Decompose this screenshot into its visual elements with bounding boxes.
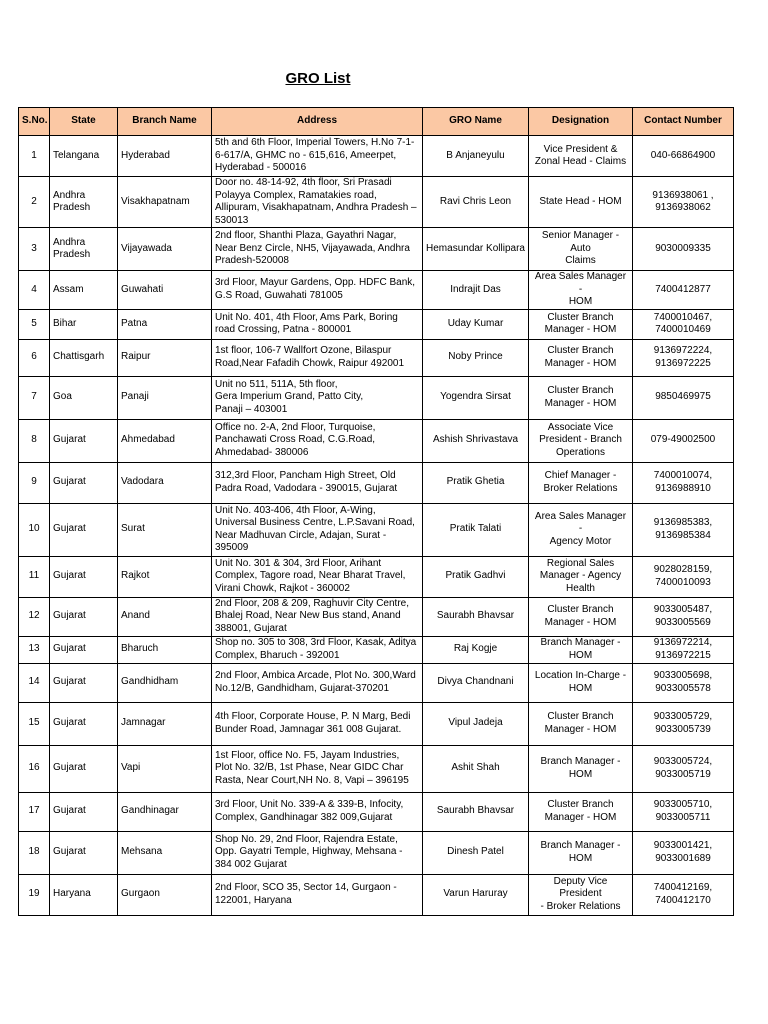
gro-table (18, 107, 734, 916)
address-cell: Office no. 2-A, 2nd Floor, Turquoise, Panchawati Cross Road, C.G.Road, Ahmedabad- 380006 (212, 419, 423, 462)
gro-name-cell: Yogendra Sirsat (423, 376, 529, 419)
address-cell: Door no. 48-14-92, 4th floor, Sri Prasadi Polayya Complex, Ramatakies road, Allipuram, Visakhapatnam, Andhra Pradesh – 530013 (212, 177, 423, 228)
contact-number-cell: 9033001421, 9033001689 (633, 831, 734, 874)
contact-number-cell: 7400010074, 9136988910 (633, 462, 734, 503)
gro-name-cell: Saurabh Bhavsar (423, 597, 529, 636)
gro-name-cell: Pratik Gadhvi (423, 556, 529, 597)
gro-name-cell: Divya Chandnani (423, 663, 529, 702)
sno-cell: 12 (19, 597, 50, 636)
contact-number-cell: 040-66864900 (633, 136, 734, 177)
contact-number-cell: 7400412877 (633, 271, 734, 310)
sno-cell: 11 (19, 556, 50, 597)
state-cell: Assam (50, 271, 118, 310)
table-row (19, 503, 734, 556)
address-cell: 4th Floor, Corporate House, P. N Marg, Bedi Bunder Road, Jamnagar 361 008 Gujarat. (212, 702, 423, 745)
branch-name-cell: Bharuch (118, 636, 212, 663)
sno-cell: 19 (19, 874, 50, 915)
address-cell: 3rd Floor, Mayur Gardens, Opp. HDFC Bank, G.S Road, Guwahati 781005 (212, 271, 423, 310)
gro-name-cell: Ashish Shrivastava (423, 419, 529, 462)
gro-name-cell: B Anjaneyulu (423, 136, 529, 177)
state-cell: Gujarat (50, 745, 118, 792)
branch-name-cell: Vapi (118, 745, 212, 792)
contact-number-cell: 9033005724, 9033005719 (633, 745, 734, 792)
designation-cell: Cluster Branch Manager - HOM (529, 597, 633, 636)
branch-name-cell: Visakhapatnam (118, 177, 212, 228)
designation-cell: Senior Manager - Auto Claims (529, 228, 633, 271)
designation-cell: Cluster Branch Manager - HOM (529, 702, 633, 745)
contact-number-cell: 9136972224, 9136972225 (633, 339, 734, 376)
table-row (19, 136, 734, 177)
header-row (19, 108, 734, 136)
address-cell: 5th and 6th Floor, Imperial Towers, H.No 7-1- 6-617/A, GHMC no - 615,616, Ameerpet, Hyderabad - 500016 (212, 136, 423, 177)
designation-cell: State Head - HOM (529, 177, 633, 228)
address-cell: 1st Floor, office No. F5, Jayam Industries, Plot No. 32/B, 1st Phase, Near GIDC Char Rasta, Near Court,NH No. 8, Vapi – 396195 (212, 745, 423, 792)
col-header-contact: Contact Number (633, 108, 734, 136)
gro-name-cell: Noby Prince (423, 339, 529, 376)
table-row (19, 177, 734, 228)
gro-name-cell: Pratik Ghetia (423, 462, 529, 503)
state-cell: Goa (50, 376, 118, 419)
address-cell: Shop no. 305 to 308, 3rd Floor, Kasak, Aditya Complex, Bharuch - 392001 (212, 636, 423, 663)
contact-number-cell: 9136938061 , 9136938062 (633, 177, 734, 228)
address-cell: 2nd Floor, Ambica Arcade, Plot No. 300,Ward No.12/B, Gandhidham, Gujarat-370201 (212, 663, 423, 702)
state-cell: Gujarat (50, 556, 118, 597)
sno-cell: 13 (19, 636, 50, 663)
contact-number-cell: 9033005698, 9033005578 (633, 663, 734, 702)
designation-cell: Regional Sales Manager - Agency Health (529, 556, 633, 597)
contact-number-cell: 079-49002500 (633, 419, 734, 462)
branch-name-cell: Panaji (118, 376, 212, 419)
gro-name-cell: Indrajit Das (423, 271, 529, 310)
designation-cell: Area Sales Manager - Agency Motor (529, 503, 633, 556)
table-row (19, 376, 734, 419)
table-row (19, 831, 734, 874)
col-header-state: State (50, 108, 118, 136)
state-cell: Andhra Pradesh (50, 228, 118, 271)
gro-name-cell: Pratik Talati (423, 503, 529, 556)
table-row (19, 462, 734, 503)
gro-name-cell: Uday Kumar (423, 309, 529, 339)
state-cell: Gujarat (50, 419, 118, 462)
address-cell: Unit No. 403-406, 4th Floor, A-Wing, Universal Business Centre, L.P.Savani Road, Near Madhuvan Circle, Adajan, Surat - 395009 (212, 503, 423, 556)
col-header-address: Address (212, 108, 423, 136)
address-cell: 1st floor, 106-7 Wallfort Ozone, Bilaspur Road,Near Fafadih Chowk, Raipur 492001 (212, 339, 423, 376)
address-cell: Unit No. 401, 4th Floor, Ams Park, Boring road Crossing, Patna - 800001 (212, 309, 423, 339)
state-cell: Gujarat (50, 462, 118, 503)
branch-name-cell: Gandhinagar (118, 792, 212, 831)
gro-name-cell: Varun Haruray (423, 874, 529, 915)
contact-number-cell: 9033005487, 9033005569 (633, 597, 734, 636)
gro-name-cell: Ravi Chris Leon (423, 177, 529, 228)
sno-cell: 9 (19, 462, 50, 503)
table-row (19, 419, 734, 462)
page-title: GRO List (285, 70, 351, 87)
designation-cell: Cluster Branch Manager - HOM (529, 376, 633, 419)
table-row (19, 745, 734, 792)
branch-name-cell: Vijayawada (118, 228, 212, 271)
address-cell: 2nd Floor, 208 & 209, Raghuvir City Centre, Bhalej Road, Near New Bus stand, Anand 388001, Gujarat (212, 597, 423, 636)
gro-name-cell: Dinesh Patel (423, 831, 529, 874)
contact-number-cell: 9033005710, 9033005711 (633, 792, 734, 831)
contact-number-cell: 9136985383, 9136985384 (633, 503, 734, 556)
state-cell: Gujarat (50, 597, 118, 636)
col-header-sno: S.No. (19, 108, 50, 136)
gro-name-cell: Saurabh Bhavsar (423, 792, 529, 831)
table-row (19, 663, 734, 702)
designation-cell: Vice President & Zonal Head - Claims (529, 136, 633, 177)
address-cell: 312,3rd Floor, Pancham High Street, Old Padra Road, Vadodara - 390015, Gujarat (212, 462, 423, 503)
designation-cell: Cluster Branch Manager - HOM (529, 309, 633, 339)
state-cell: Andhra Pradesh (50, 177, 118, 228)
branch-name-cell: Raipur (118, 339, 212, 376)
col-header-branch: Branch Name (118, 108, 212, 136)
contact-number-cell: 9136972214, 9136972215 (633, 636, 734, 663)
gro-name-cell: Vipul Jadeja (423, 702, 529, 745)
table-row (19, 271, 734, 310)
sno-cell: 2 (19, 177, 50, 228)
gro-name-cell: Ashit Shah (423, 745, 529, 792)
branch-name-cell: Patna (118, 309, 212, 339)
col-header-gro-name: GRO Name (423, 108, 529, 136)
branch-name-cell: Surat (118, 503, 212, 556)
table-row (19, 309, 734, 339)
sno-cell: 14 (19, 663, 50, 702)
contact-number-cell: 9850469975 (633, 376, 734, 419)
table-row (19, 792, 734, 831)
state-cell: Gujarat (50, 792, 118, 831)
branch-name-cell: Vadodara (118, 462, 212, 503)
designation-cell: Associate Vice President - Branch Operations (529, 419, 633, 462)
designation-cell: Branch Manager - HOM (529, 745, 633, 792)
branch-name-cell: Guwahati (118, 271, 212, 310)
state-cell: Chattisgarh (50, 339, 118, 376)
sno-cell: 8 (19, 419, 50, 462)
branch-name-cell: Gandhidham (118, 663, 212, 702)
branch-name-cell: Mehsana (118, 831, 212, 874)
state-cell: Gujarat (50, 702, 118, 745)
table-row (19, 597, 734, 636)
address-cell: Shop No. 29, 2nd Floor, Rajendra Estate, Opp. Gayatri Temple, Highway, Mehsana - 384 002 Gujarat (212, 831, 423, 874)
designation-cell: Branch Manager - HOM (529, 636, 633, 663)
sno-cell: 16 (19, 745, 50, 792)
address-cell: 2nd Floor, SCO 35, Sector 14, Gurgaon - 122001, Haryana (212, 874, 423, 915)
contact-number-cell: 9028028159, 7400010093 (633, 556, 734, 597)
sno-cell: 7 (19, 376, 50, 419)
branch-name-cell: Gurgaon (118, 874, 212, 915)
address-cell: 3rd Floor, Unit No. 339-A & 339-B, Infocity, Complex, Gandhinagar 382 009,Gujarat (212, 792, 423, 831)
address-cell: Unit No. 301 & 304, 3rd Floor, Arihant Complex, Tagore road, Near Bharat Travel, Virani Chowk, Rajkot - 360002 (212, 556, 423, 597)
state-cell: Bihar (50, 309, 118, 339)
state-cell: Haryana (50, 874, 118, 915)
state-cell: Gujarat (50, 663, 118, 702)
contact-number-cell: 9033005729, 9033005739 (633, 702, 734, 745)
sno-cell: 17 (19, 792, 50, 831)
branch-name-cell: Anand (118, 597, 212, 636)
sno-cell: 6 (19, 339, 50, 376)
sno-cell: 4 (19, 271, 50, 310)
designation-cell: Cluster Branch Manager - HOM (529, 792, 633, 831)
state-cell: Telangana (50, 136, 118, 177)
contact-number-cell: 7400010467, 7400010469 (633, 309, 734, 339)
sno-cell: 3 (19, 228, 50, 271)
contact-number-cell: 7400412169, 7400412170 (633, 874, 734, 915)
designation-cell: Chief Manager - Broker Relations (529, 462, 633, 503)
designation-cell: Branch Manager - HOM (529, 831, 633, 874)
sno-cell: 10 (19, 503, 50, 556)
address-cell: Unit no 511, 511A, 5th floor, Gera Imperium Grand, Patto City, Panaji – 403001 (212, 376, 423, 419)
sno-cell: 15 (19, 702, 50, 745)
designation-cell: Cluster Branch Manager - HOM (529, 339, 633, 376)
gro-name-cell: Hemasundar Kollipara (423, 228, 529, 271)
sno-cell: 5 (19, 309, 50, 339)
contact-number-cell: 9030009335 (633, 228, 734, 271)
address-cell: 2nd floor, Shanthi Plaza, Gayathri Nagar, Near Benz Circle, NH5, Vijayawada, Andhra Pradesh-520008 (212, 228, 423, 271)
designation-cell: Deputy Vice President - Broker Relations (529, 874, 633, 915)
table-row (19, 702, 734, 745)
sno-cell: 1 (19, 136, 50, 177)
gro-name-cell: Raj Kogje (423, 636, 529, 663)
designation-cell: Area Sales Manager - HOM (529, 271, 633, 310)
sno-cell: 18 (19, 831, 50, 874)
table-row (19, 556, 734, 597)
state-cell: Gujarat (50, 636, 118, 663)
branch-name-cell: Jamnagar (118, 702, 212, 745)
table-row (19, 339, 734, 376)
branch-name-cell: Ahmedabad (118, 419, 212, 462)
table-row (19, 636, 734, 663)
table-row (19, 874, 734, 915)
branch-name-cell: Rajkot (118, 556, 212, 597)
table-row (19, 228, 734, 271)
state-cell: Gujarat (50, 503, 118, 556)
table-body (19, 136, 734, 916)
col-header-designation: Designation (529, 108, 633, 136)
designation-cell: Location In-Charge - HOM (529, 663, 633, 702)
branch-name-cell: Hyderabad (118, 136, 212, 177)
state-cell: Gujarat (50, 831, 118, 874)
